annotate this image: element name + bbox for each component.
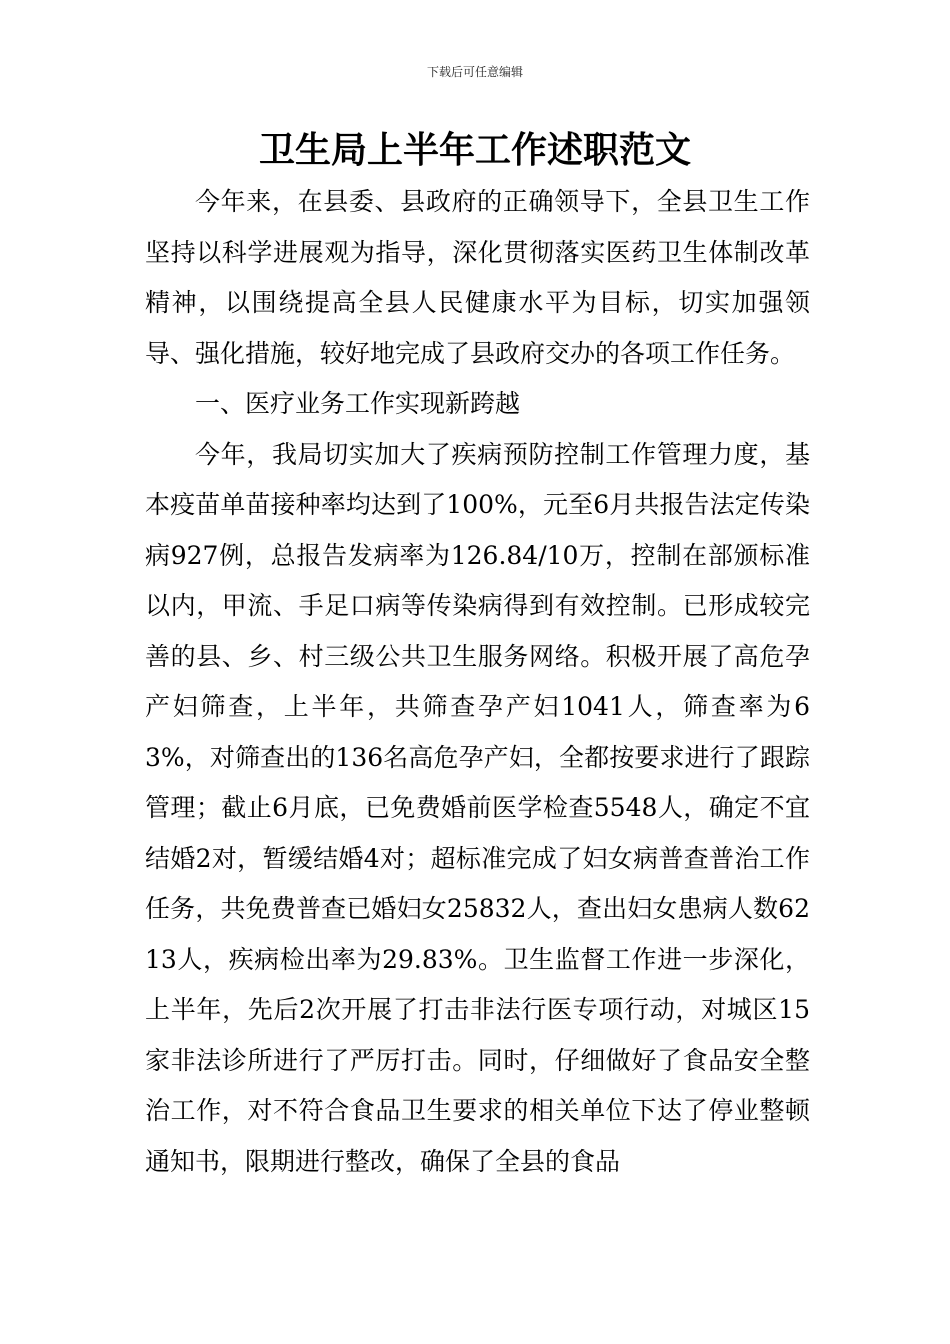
section-heading: 一、医疗业务工作实现新跨越 [195,389,521,418]
header-note: 下载后可任意编辑 [426,65,523,79]
paragraph-intro: 今年来，在县委、县政府的正确领导下，全县卫生工作坚持以科学进展观为指导，深化贯彻落实医药卫生体制改革精神，以围绕提高全县人民健康水平为目标，切实加强领导、强化措施，较好地完成了县政府交办的各项工作任务。 [145,187,810,368]
paragraph-medical-work: 今年，我局切实加大了疾病预防控制工作管理力度，基本疫苗单苗接种率均达到了100%，元至6月共报告法定传染病927例，总报告发病率为126.84/10万，控制在部颁标准以内，甲流、手足口病等传染病得到有效控制。已形成较完善的县、乡、村三级公共卫生服务网络。积极开展了高危孕产妇筛查，上半年，共筛查孕产妇1041人，筛查率为63%，对筛查出的136名高危孕产妇，全都按要求进行了跟踪管理；截止6月底，已免费婚前医学检查5548人，确定不宜结婚2对，暂缓结婚4对；超标准完成了妇女病普查普治工作任务，共免费普查已婚妇女25832人，查出妇女患病人数6213人，疾病检出率为29.83%。卫生监督工作进一步深化，上半年，先后2次开展了打击非法行医专项行动，对城区15家非法诊所进行了严厉打击。同时，仔细做好了食品安全整治工作，对不符合食品卫生要求的相关单位下达了停业整顿通知书，限期进行整改，确保了全县的食品 [145,439,810,1176]
document-body [145,177,810,1187]
document-title: 卫生局上半年工作述职范文 [258,130,691,171]
